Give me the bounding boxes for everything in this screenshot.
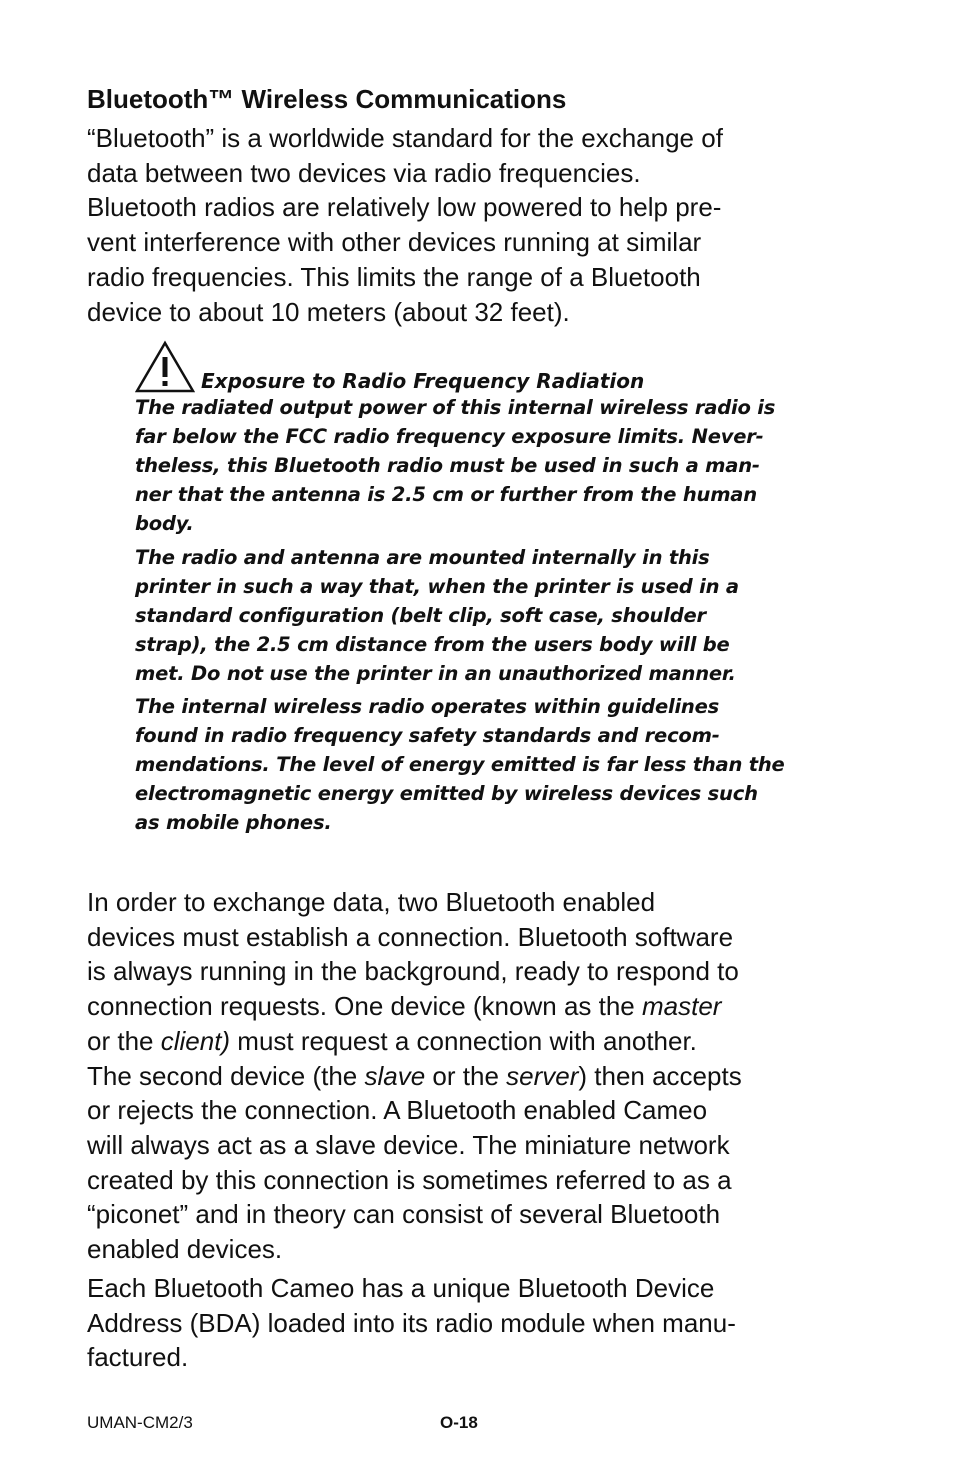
footer-doc-id: UMAN-CM2/3	[87, 1413, 193, 1432]
warning-paragraph-antenna: The radio and antenna are mounted internally in this printer in such a way that, when the printer is used in a standard configuration (belt clip, soft case, shoulder strap), the 2.5 cm distance from the users body will be met. Do not use the printer in an unauthorized manner.	[135, 545, 739, 685]
connection-paragraph	[87, 885, 827, 1267]
rf-exposure-warning	[135, 340, 835, 837]
intro-paragraph: “Bluetooth” is a worldwide standard for the exchange of data between two devices via radio frequencies. Bluetooth radios are relatively low powered to help pre- vent interference with other devices running at similar radio frequencies. This limits the range of a Bluetooth device to about 10 meters (about 32 feet).	[87, 123, 723, 327]
term-slave: slave	[364, 1060, 426, 1091]
bda-paragraph: Each Bluetooth Cameo has a unique Bluetooth Device Address (BDA) loaded into its radio module when manu- factured.	[87, 1273, 736, 1373]
warning-paragraph-output-power: The radiated output power of this internal wireless radio is far below the FCC radio frequency exposure limits. Never- theless, this Bluetooth radio must be used in such a man- ner that the antenna is 2.5 cm or further from the human body.	[135, 396, 776, 535]
warning-title: Exposure to Radio Frequency Radiation	[201, 369, 645, 393]
footer-page-number: O-18	[440, 1413, 478, 1432]
connection-text-2: or the	[87, 1025, 154, 1056]
connection-text-3: must request a connection with another. The second device (the	[87, 1025, 697, 1091]
term-master: master	[642, 991, 722, 1022]
connection-text-4: or the	[425, 1060, 507, 1091]
connection-text-1: In order to exchange data, two Bluetooth enabled devices must establish a connection. Bluetooth software is always running in the background, ready to respond to connection requests. One device (known as the	[87, 887, 739, 1022]
warning-triangle-icon	[135, 340, 195, 394]
section-title: Bluetooth™ Wireless Communications	[87, 84, 567, 114]
warning-header	[135, 340, 835, 393]
warning-paragraph-guidelines: The internal wireless radio operates within guidelines found in radio frequency safety standards and recom- mendations. The level of energy emitted is far less than the electromagnetic energy emitted by wireless devices such as mobile phones.	[135, 695, 785, 834]
term-server: server	[506, 1060, 579, 1091]
term-client: client)	[160, 1025, 231, 1056]
connection-text-5: ) then accepts or rejects the connection. A Bluetooth enabled Cameo will always act as a slave device. The miniature network created by this connection is sometimes referred to as a “piconet” and in theory can consist of several Bluetooth enabled devices.	[87, 1060, 742, 1265]
